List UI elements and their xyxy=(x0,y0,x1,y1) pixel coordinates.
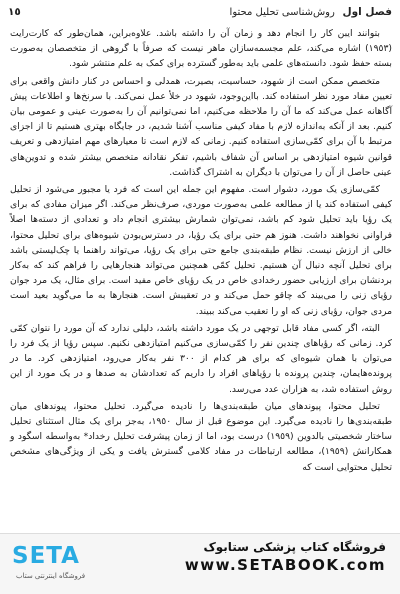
shop-name: فروشگاه کتاب پزشکی ستابوک xyxy=(203,540,386,554)
page-body xyxy=(10,26,392,477)
setabook-logo xyxy=(10,541,106,585)
paragraph: تحلیل محتوا، پیوندهای میان طبقه‌بندی‌ها را نادیده می‌گیرد. تحلیل محتوا، پیوندهای میان طبقه‌بندی‌ها را نادیده می‌گیرد. این موضوع قبل از سال ١٩٥٠، به‌جز برای یک مثال استثنای تحلیل ساختار شخصیتی بالدوین (١٩٥٩) درست بود، اما از زمان پیشرفت تحلیل رخداد* به‌واسطه اسگود و همکارانش (١٩٥٩)، مطالعه ارتباطات در مفاد کلامی گسترش یافت و یکی از ویژگی‌های مشخص تحلیل محتوایی است که xyxy=(10,400,393,473)
shop-banner xyxy=(185,540,386,574)
shop-url: www.SETABOOK.com xyxy=(184,556,386,574)
page-number: ١٥ xyxy=(8,6,21,18)
paragraph: متخصص ممکن است از شهود، حساسیت، بصیرت، همدلی و احساس در کنار دانش واقعی برای تعیین مفاد مورد نظر استفاده کند. بااین‌وجود، شهود در خلأ عمل نمی‌کند. با سرنخ‌ها و اطلاعات پیش آگاهانه عمل می‌کند که ما آن را ملاحظه می‌کنیم، اما نمی‌توانیم آن را به‌صورت عینی و عمومی بیان کنیم. بعد از آنکه به‌اندازه لازم با مفاد کیفی مناسب آشنا شدیم، در جایگاه بهتری هستیم تا از اجزای مرتبط با آن برای کمّی‌سازی استفاده کنیم. زمانی که لازم است تا معیارهای مهم امتیازدهی و تعریف قوانین شیوه امتیازدهی بر اساس آن شفاف باشیم، تفکر نقادانه متخصص بیشتر شده و تدوین‌های عینی حاصل از آن را می‌توان با دیگران به اشتراک گذاشت. xyxy=(10,75,392,178)
page-header xyxy=(8,2,392,22)
paragraph: البته، اگر کسی مفاد قابل توجهی در یک مورد داشته باشد، دلیلی ندارد که آن مورد را نتوان کمّی کرد. زمانی که رؤیاهای چندین نفر را کمّی‌سازی می‌کنیم امتیازدهی نکنیم. سپس رؤیا از یک فرد را می‌توان با همان شیوه‌ای که برای هر کدام از ٣٠٠ نفر به‌کار می‌رود، امتیازدهی کرد. ما در پرونده‌هایمان، چندین پرونده با رؤیاهای افراد را داریم که تعدادشان به صدها و در یک مورد از این روش استفاده شد، به هزاران عدد می‌رسد. xyxy=(10,322,392,395)
chapter-label: فصل اول xyxy=(342,6,392,18)
paragraph: کمّی‌سازی یک مورد، دشوار است. مفهوم این جمله این است که فرد یا مجبور می‌شود از تحلیل کیفی استفاده کند یا از مطالعه علمی به‌صورت موردی، صرف‌نظر می‌کند. اگر میزان مفادی که برای یک رؤیا باید تحلیل شود کم باشد، نمی‌توان شمارش بیشتری انجام داد و تعدادی از دسته‌ها اصلاً فراوانی نخواهند داشت. هنوز هم حتی برای یک رؤیا، در دسترس‌بودن شیوه‌های برای تحلیل محتوا، خالی از ارزش نیست. نظام طبقه‌بندی جامع حتی برای یک رؤیا، می‌تواند راهنما یا چک‌لیستی باشد برای تحلیل آنچه دنبال آن هستیم. تحلیل کمّی همچنین می‌تواند هنجارهایی را فراهم کند که به‌کار بردنشان برای ارزیابی حضور رخدادی خاص در یک رؤیای خاص مفید است. برای مثال، یک مرد جوان رؤیای زنی را می‌بیند که چاقو حمل می‌کند و در تعقیبش است. هنجارها به ما می‌گوید بعید است مردی جوان، رؤیای زنی که او را تعقیب می‌کند ببیند. xyxy=(10,184,392,317)
paragraph: بتوانند ایبن کار را انجام دهد و زمان آن را داشته باشد. علاوه‌براین، همان‌طور که کارت‌رایت (١٩٥٣) اشاره می‌کند، علم مجسمه‌سازان ماهر نیست که صرفاً با گروهی از متخصصان به‌صورت بسته حفظ شود. دانسته‌های علمی باید به‌طور گسترده برای کمک به علم منتشر شود. xyxy=(10,28,392,70)
logo-subtitle: فروشگاه اینترنتی ستاب xyxy=(16,572,86,580)
logo-wordmark: SETA xyxy=(12,543,80,569)
running-head xyxy=(230,6,392,18)
watermark-footer xyxy=(0,533,400,594)
chapter-subtitle: روش‌شناسی تحلیل محتوا xyxy=(229,7,335,18)
